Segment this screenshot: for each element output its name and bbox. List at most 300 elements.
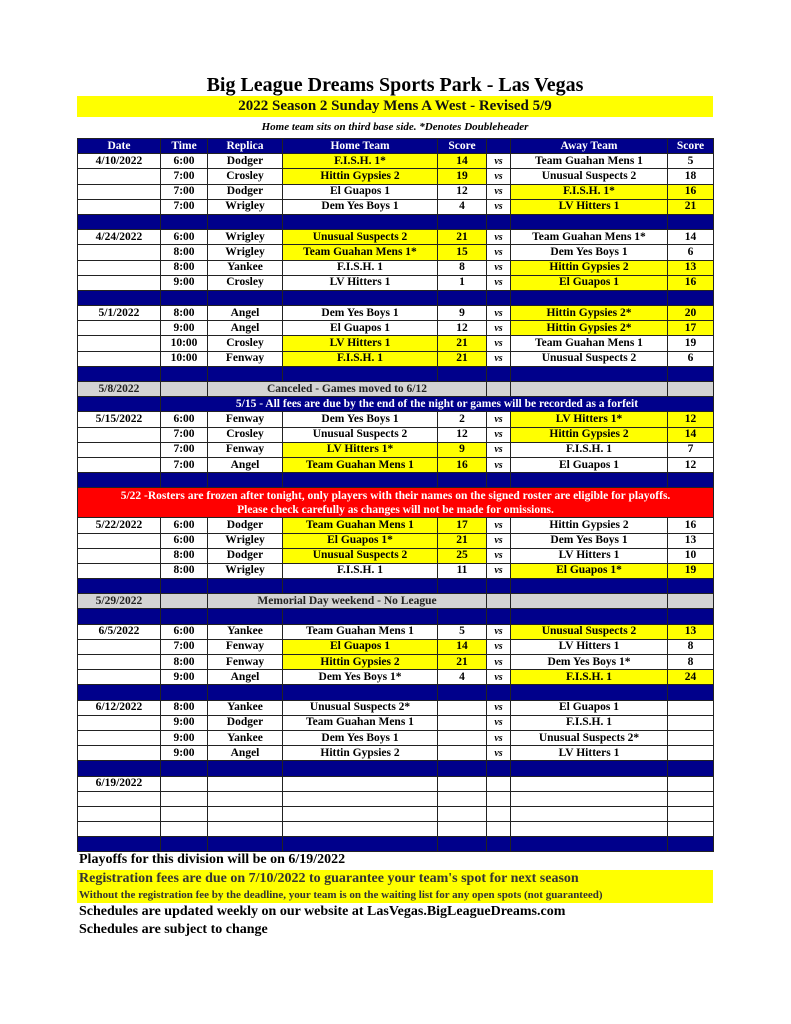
away-score: 12 — [668, 457, 714, 472]
game-date — [78, 260, 161, 275]
game-time: 8:00 — [161, 548, 208, 563]
fees-banner-row — [78, 397, 714, 412]
separator-cell — [668, 761, 714, 776]
vs-label: vs — [487, 306, 511, 321]
header-away-score: Score — [668, 139, 714, 154]
vs-label: vs — [487, 670, 511, 685]
away-score: 13 — [668, 260, 714, 275]
week-separator-row — [78, 761, 714, 776]
game-date — [78, 427, 161, 442]
home-score: 16 — [438, 457, 487, 472]
away-team: F.I.S.H. 1* — [511, 184, 668, 199]
game-row — [78, 533, 714, 548]
header-home-score: Score — [438, 139, 487, 154]
game-field: Dodger — [208, 715, 283, 730]
vs-label: vs — [487, 624, 511, 639]
game-field: Wrigley — [208, 245, 283, 260]
game-date: 6/5/2022 — [78, 624, 161, 639]
separator-cell — [208, 366, 283, 381]
away-team: Hittin Gypsies 2* — [511, 321, 668, 336]
game-date — [78, 457, 161, 472]
home-score: 8 — [438, 260, 487, 275]
game-time: 9:00 — [161, 715, 208, 730]
home-team: Unusual Suspects 2 — [283, 548, 438, 563]
game-row — [78, 730, 714, 745]
game-row — [78, 427, 714, 442]
home-score: 21 — [438, 351, 487, 366]
separator-cell — [487, 214, 511, 229]
game-row — [78, 230, 714, 245]
home-team: F.I.S.H. 1 — [283, 351, 438, 366]
vs-label: vs — [487, 199, 511, 214]
game-field: Yankee — [208, 730, 283, 745]
separator-cell — [668, 473, 714, 488]
empty-cell — [161, 776, 208, 791]
home-team: F.I.S.H. 1* — [283, 154, 438, 169]
game-time: 7:00 — [161, 184, 208, 199]
game-date: 5/8/2022 — [78, 382, 161, 397]
home-score: 12 — [438, 184, 487, 199]
separator-cell — [283, 214, 438, 229]
home-team: F.I.S.H. 1 — [283, 260, 438, 275]
home-score: 12 — [438, 427, 487, 442]
game-field: Fenway — [208, 639, 283, 654]
empty-cell — [511, 806, 668, 821]
separator-cell — [283, 366, 438, 381]
separator-cell — [487, 473, 511, 488]
away-score — [668, 715, 714, 730]
game-time: 8:00 — [161, 655, 208, 670]
away-score: 14 — [668, 427, 714, 442]
empty-cell — [511, 382, 668, 397]
home-score: 15 — [438, 245, 487, 260]
away-score: 8 — [668, 639, 714, 654]
away-score: 20 — [668, 306, 714, 321]
game-date — [78, 548, 161, 563]
empty-cell — [511, 822, 668, 837]
empty-cell — [438, 791, 487, 806]
vs-label: vs — [487, 746, 511, 761]
separator-cell — [438, 685, 487, 700]
separator-cell — [78, 685, 161, 700]
home-score: 4 — [438, 199, 487, 214]
away-score: 8 — [668, 655, 714, 670]
away-score — [668, 730, 714, 745]
game-date — [78, 351, 161, 366]
home-score: 11 — [438, 563, 487, 578]
game-field: Yankee — [208, 624, 283, 639]
home-score: 21 — [438, 230, 487, 245]
website-note: Schedules are updated weekly on our website at LasVegas.BigLeagueDreams.com — [79, 904, 566, 919]
separator-cell — [487, 366, 511, 381]
vs-label: vs — [487, 230, 511, 245]
header-time: Time — [161, 139, 208, 154]
away-team: El Guapos 1 — [511, 457, 668, 472]
game-row — [78, 321, 714, 336]
week-separator-row — [78, 609, 714, 624]
game-row — [78, 518, 714, 533]
separator-cell — [511, 290, 668, 305]
separator-cell — [161, 290, 208, 305]
vs-label: vs — [487, 730, 511, 745]
home-team: LV Hitters 1* — [283, 442, 438, 457]
game-date — [78, 533, 161, 548]
separator-cell — [161, 609, 208, 624]
empty-cell — [283, 806, 438, 821]
game-field: Fenway — [208, 412, 283, 427]
home-team: Dem Yes Boys 1 — [283, 730, 438, 745]
empty-cell — [283, 776, 438, 791]
change-note: Schedules are subject to change — [79, 922, 268, 937]
game-time: 6:00 — [161, 154, 208, 169]
empty-cell — [487, 822, 511, 837]
vs-label: vs — [487, 563, 511, 578]
game-time: 6:00 — [161, 230, 208, 245]
separator-cell — [208, 473, 283, 488]
game-date — [78, 806, 161, 821]
separator-cell — [511, 214, 668, 229]
separator-cell — [438, 837, 487, 852]
game-row — [78, 275, 714, 290]
separator-cell — [283, 579, 438, 594]
vs-label: vs — [487, 351, 511, 366]
game-row — [78, 306, 714, 321]
game-date: 4/10/2022 — [78, 154, 161, 169]
home-score: 25 — [438, 548, 487, 563]
vs-label: vs — [487, 427, 511, 442]
away-score: 14 — [668, 230, 714, 245]
separator-cell — [161, 366, 208, 381]
game-time: 7:00 — [161, 442, 208, 457]
away-score: 17 — [668, 321, 714, 336]
game-field: Crosley — [208, 169, 283, 184]
week-separator-row — [78, 290, 714, 305]
game-row — [78, 655, 714, 670]
vs-label: vs — [487, 700, 511, 715]
playoffs-note: Playoffs for this division will be on 6/19/2022 — [79, 852, 346, 867]
game-time: 8:00 — [161, 306, 208, 321]
away-team: Unusual Suspects 2* — [511, 730, 668, 745]
separator-cell — [78, 214, 161, 229]
game-field: Dodger — [208, 184, 283, 199]
separator-cell — [668, 685, 714, 700]
home-score: 19 — [438, 169, 487, 184]
vs-label: vs — [487, 336, 511, 351]
away-team: Team Guahan Mens 1* — [511, 230, 668, 245]
home-team: Team Guahan Mens 1 — [283, 457, 438, 472]
separator-cell — [78, 473, 161, 488]
separator-cell — [487, 837, 511, 852]
game-time: 10:00 — [161, 351, 208, 366]
home-team: Team Guahan Mens 1 — [283, 518, 438, 533]
separator-cell — [511, 473, 668, 488]
away-score: 18 — [668, 169, 714, 184]
separator-cell — [161, 761, 208, 776]
game-field: Angel — [208, 746, 283, 761]
home-score: 9 — [438, 306, 487, 321]
canceled-week-row — [78, 594, 714, 609]
game-time: 7:00 — [161, 169, 208, 184]
separator-cell — [208, 609, 283, 624]
game-row — [78, 670, 714, 685]
home-score: 14 — [438, 154, 487, 169]
separator-cell — [438, 214, 487, 229]
separator-cell — [487, 290, 511, 305]
home-team: El Guapos 1* — [283, 533, 438, 548]
header-home-team: Home Team — [283, 139, 438, 154]
separator-cell — [438, 290, 487, 305]
home-team: El Guapos 1 — [283, 639, 438, 654]
empty-cell — [487, 791, 511, 806]
game-field: Dodger — [208, 518, 283, 533]
game-field: Yankee — [208, 700, 283, 715]
home-team: Dem Yes Boys 1* — [283, 670, 438, 685]
home-team: El Guapos 1 — [283, 321, 438, 336]
separator-cell — [283, 290, 438, 305]
roster-alert-row — [78, 488, 714, 518]
away-score — [668, 700, 714, 715]
game-time: 9:00 — [161, 670, 208, 685]
game-date — [78, 639, 161, 654]
header-away-team: Away Team — [511, 139, 668, 154]
away-team: Hittin Gypsies 2 — [511, 518, 668, 533]
game-time: 6:00 — [161, 533, 208, 548]
game-date — [78, 715, 161, 730]
home-team: Hittin Gypsies 2 — [283, 655, 438, 670]
game-time: 8:00 — [161, 260, 208, 275]
game-field: Angel — [208, 321, 283, 336]
away-team: F.I.S.H. 1 — [511, 442, 668, 457]
away-score: 21 — [668, 199, 714, 214]
game-row — [78, 563, 714, 578]
separator-cell — [78, 837, 161, 852]
separator-cell — [668, 609, 714, 624]
away-score: 7 — [668, 442, 714, 457]
empty-cell — [668, 776, 714, 791]
game-field: Angel — [208, 457, 283, 472]
game-field: Wrigley — [208, 533, 283, 548]
game-date — [78, 169, 161, 184]
away-score: 16 — [668, 275, 714, 290]
game-date — [78, 336, 161, 351]
vs-label: vs — [487, 245, 511, 260]
game-time: 9:00 — [161, 321, 208, 336]
empty-cell — [668, 822, 714, 837]
away-team: Dem Yes Boys 1* — [511, 655, 668, 670]
vs-label: vs — [487, 457, 511, 472]
week-separator-row — [78, 366, 714, 381]
week-separator-row — [78, 214, 714, 229]
separator-cell — [78, 761, 161, 776]
separator-cell — [283, 473, 438, 488]
game-row — [78, 412, 714, 427]
doubleheader-note: Home team sits on third base side. *Denotes Doubleheader — [261, 121, 529, 133]
waiting-list-note: Without the registration fee by the deadline, your team is on the waiting list for any open spots (not guaranteed) — [79, 889, 603, 901]
separator-cell — [668, 290, 714, 305]
game-row — [78, 548, 714, 563]
game-time: 7:00 — [161, 457, 208, 472]
home-team: Dem Yes Boys 1 — [283, 199, 438, 214]
game-date — [78, 746, 161, 761]
game-date: 6/12/2022 — [78, 700, 161, 715]
empty-cell — [161, 594, 208, 609]
separator-cell — [78, 290, 161, 305]
vs-label: vs — [487, 169, 511, 184]
away-team: Dem Yes Boys 1 — [511, 245, 668, 260]
vs-label: vs — [487, 548, 511, 563]
vs-label: vs — [487, 442, 511, 457]
separator-cell — [668, 366, 714, 381]
week-separator-row — [78, 837, 714, 852]
game-date — [78, 245, 161, 260]
game-row — [78, 457, 714, 472]
home-team: Unusual Suspects 2 — [283, 230, 438, 245]
home-team: LV Hitters 1 — [283, 336, 438, 351]
home-score: 5 — [438, 624, 487, 639]
week-separator-row — [78, 685, 714, 700]
away-team: Team Guahan Mens 1 — [511, 154, 668, 169]
home-score — [438, 700, 487, 715]
vs-label: vs — [487, 639, 511, 654]
vs-label: vs — [487, 154, 511, 169]
game-row — [78, 199, 714, 214]
empty-cell — [438, 822, 487, 837]
game-date — [78, 670, 161, 685]
vs-label: vs — [487, 518, 511, 533]
home-team: Dem Yes Boys 1 — [283, 306, 438, 321]
game-row — [78, 624, 714, 639]
separator-cell — [668, 214, 714, 229]
separator-cell — [161, 473, 208, 488]
away-score — [668, 746, 714, 761]
header-replica: Replica — [208, 139, 283, 154]
game-date — [78, 791, 161, 806]
roster-alert — [78, 488, 714, 518]
away-team: El Guapos 1 — [511, 275, 668, 290]
separator-cell — [78, 366, 161, 381]
game-field: Wrigley — [208, 563, 283, 578]
separator-cell — [161, 837, 208, 852]
separator-cell — [161, 685, 208, 700]
separator-cell — [511, 579, 668, 594]
away-team: Hittin Gypsies 2 — [511, 260, 668, 275]
season-subtitle: 2022 Season 2 Sunday Mens A West - Revised 5/9 — [77, 96, 713, 117]
away-team: Unusual Suspects 2 — [511, 351, 668, 366]
game-date — [78, 822, 161, 837]
separator-cell — [78, 579, 161, 594]
empty-game-row — [78, 822, 714, 837]
away-score: 19 — [668, 336, 714, 351]
away-score: 6 — [668, 351, 714, 366]
empty-cell — [511, 594, 668, 609]
vs-label: vs — [487, 412, 511, 427]
game-time: 9:00 — [161, 746, 208, 761]
separator-cell — [283, 685, 438, 700]
separator-cell — [283, 837, 438, 852]
home-score — [438, 730, 487, 745]
canceled-week-row — [78, 382, 714, 397]
empty-cell — [283, 791, 438, 806]
game-field: Crosley — [208, 275, 283, 290]
away-team: LV Hitters 1* — [511, 412, 668, 427]
separator-cell — [487, 761, 511, 776]
away-team: Dem Yes Boys 1 — [511, 533, 668, 548]
table-header-row — [78, 139, 714, 154]
game-date: 5/22/2022 — [78, 518, 161, 533]
away-team: LV Hitters 1 — [511, 639, 668, 654]
week-separator-row — [78, 579, 714, 594]
home-score: 9 — [438, 442, 487, 457]
away-score: 13 — [668, 624, 714, 639]
home-team: Team Guahan Mens 1 — [283, 715, 438, 730]
game-field: Fenway — [208, 655, 283, 670]
away-team: El Guapos 1* — [511, 563, 668, 578]
separator-cell — [78, 609, 161, 624]
game-time: 6:00 — [161, 412, 208, 427]
schedule-table — [77, 138, 714, 852]
empty-cell — [668, 791, 714, 806]
away-score: 12 — [668, 412, 714, 427]
separator-cell — [668, 579, 714, 594]
game-date: 5/29/2022 — [78, 594, 161, 609]
away-score: 16 — [668, 184, 714, 199]
separator-cell — [161, 579, 208, 594]
home-score: 17 — [438, 518, 487, 533]
game-field: Wrigley — [208, 230, 283, 245]
game-row — [78, 700, 714, 715]
separator-cell — [438, 366, 487, 381]
separator-cell — [511, 761, 668, 776]
home-score — [438, 715, 487, 730]
game-date — [78, 730, 161, 745]
empty-game-row — [78, 806, 714, 821]
separator-cell — [511, 366, 668, 381]
home-score: 21 — [438, 533, 487, 548]
away-team: Hittin Gypsies 2* — [511, 306, 668, 321]
away-team: F.I.S.H. 1 — [511, 670, 668, 685]
home-team: Unusual Suspects 2 — [283, 427, 438, 442]
roster-alert-line-1: 5/22 -Rosters are frozen after tonight, only players with their names on the signed roster are eligible for playoffs. — [120, 489, 671, 502]
away-team: Unusual Suspects 2 — [511, 169, 668, 184]
game-date — [78, 563, 161, 578]
empty-cell — [161, 806, 208, 821]
home-team: Dem Yes Boys 1 — [283, 412, 438, 427]
header-date: Date — [78, 139, 161, 154]
away-score: 5 — [668, 154, 714, 169]
home-team: Team Guahan Mens 1 — [283, 624, 438, 639]
game-date — [78, 275, 161, 290]
game-date: 4/24/2022 — [78, 230, 161, 245]
game-time: 8:00 — [161, 245, 208, 260]
away-score: 13 — [668, 533, 714, 548]
home-score: 21 — [438, 655, 487, 670]
game-time: 7:00 — [161, 427, 208, 442]
header-vs — [487, 139, 511, 154]
separator-cell — [438, 609, 487, 624]
separator-cell — [438, 473, 487, 488]
home-team: El Guapos 1 — [283, 184, 438, 199]
game-field: Yankee — [208, 260, 283, 275]
separator-cell — [161, 214, 208, 229]
away-team: LV Hitters 1 — [511, 199, 668, 214]
game-row — [78, 336, 714, 351]
game-row — [78, 245, 714, 260]
vs-label: vs — [487, 655, 511, 670]
game-field: Crosley — [208, 336, 283, 351]
week-separator-row — [78, 473, 714, 488]
separator-cell — [208, 579, 283, 594]
game-time: 9:00 — [161, 275, 208, 290]
